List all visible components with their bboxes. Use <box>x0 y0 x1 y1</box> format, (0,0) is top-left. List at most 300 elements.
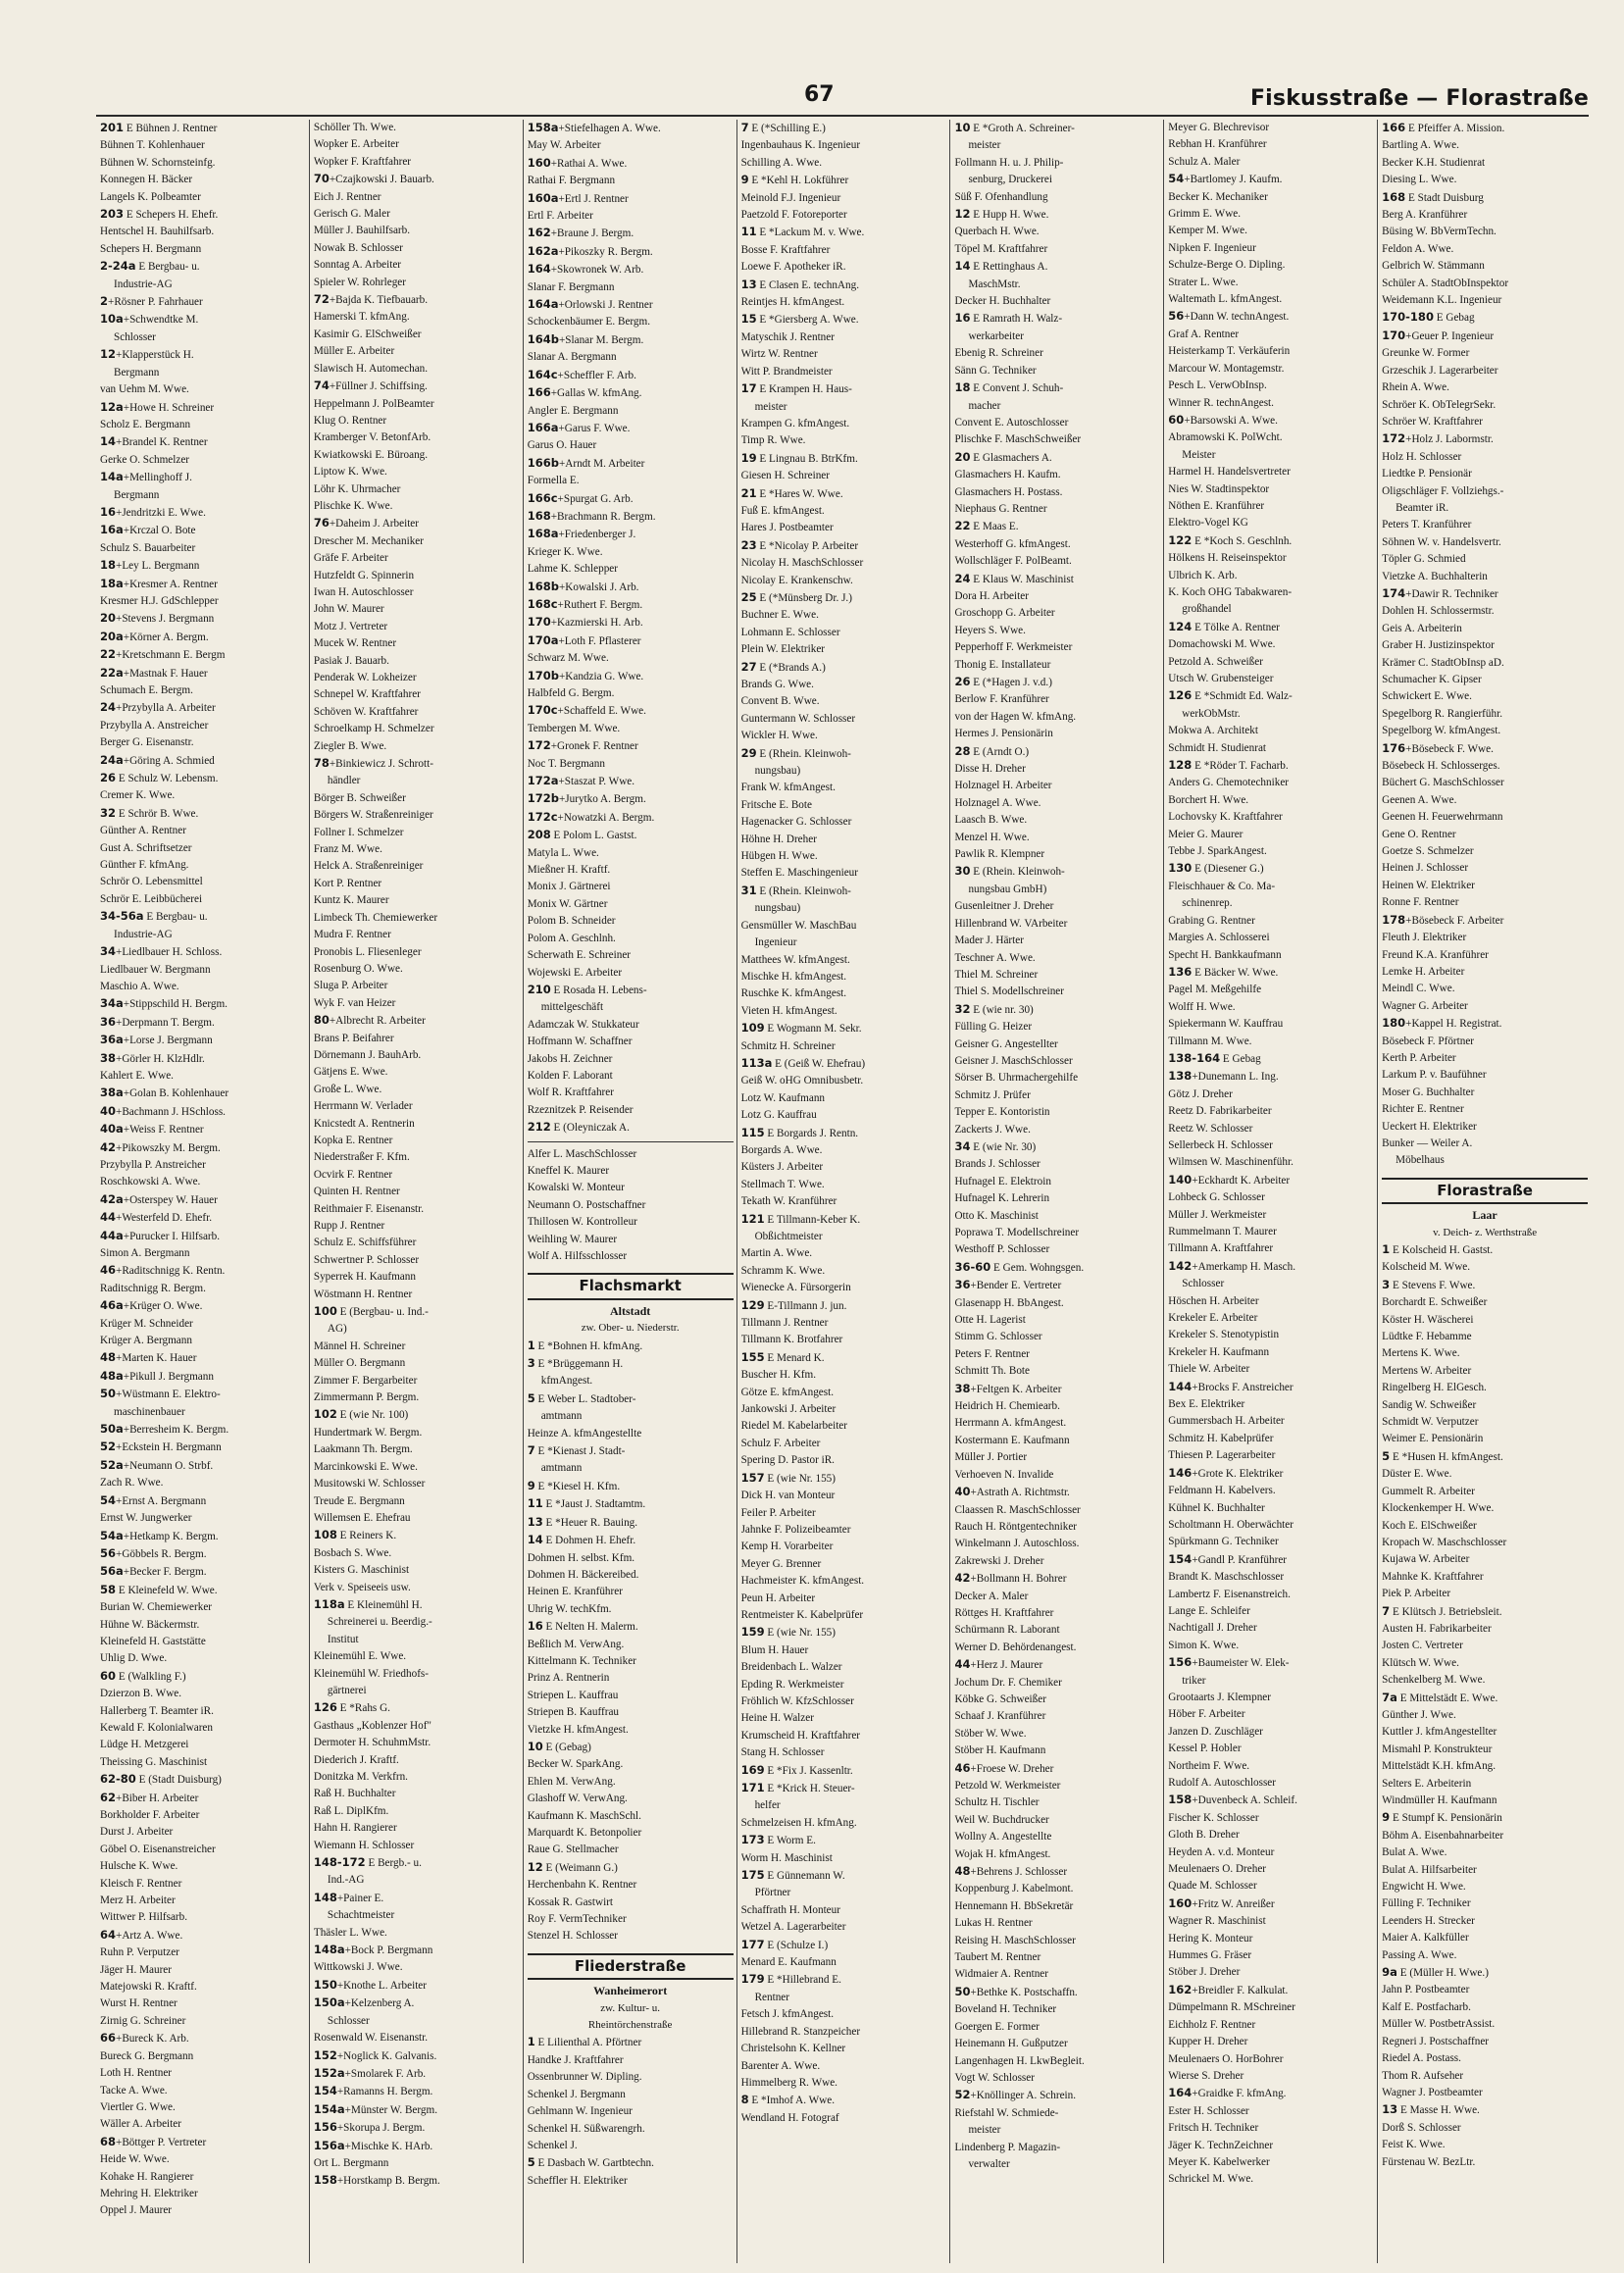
house-number: 17 <box>740 381 757 396</box>
entry-text: Moser G. Buchhalter <box>1382 1086 1475 1098</box>
entry-text: van Uehm M. Wwe. <box>100 383 189 396</box>
entry-text: händler <box>327 775 361 787</box>
directory-entry <box>314 841 520 858</box>
directory-entry <box>314 1441 520 1458</box>
entry-text: Limbeck Th. Chemiewerker <box>313 911 438 924</box>
house-number: 36 <box>954 1278 971 1292</box>
directory-entry <box>314 550 520 567</box>
entry-text: Alfer L. MaschSchlosser <box>527 1147 637 1160</box>
directory-entry <box>1382 345 1588 362</box>
entry-text: Piek P. Arbeiter <box>1382 1588 1451 1600</box>
directory-entry <box>954 1433 1160 1449</box>
entry-text: Heyers S. Wwe. <box>954 624 1026 636</box>
directory-entry <box>1168 687 1374 705</box>
entry-text: Plischke F. MaschSchweißer <box>954 433 1082 446</box>
directory-entry <box>1382 172 1588 188</box>
directory-entry <box>1382 758 1588 775</box>
directory-entry <box>1168 809 1374 826</box>
directory-entry <box>1382 534 1588 551</box>
directory-entry <box>954 1881 1160 1897</box>
directory-entry <box>954 501 1160 518</box>
entry-text: Herchenbahn K. Rentner <box>527 1879 637 1892</box>
directory-entry <box>100 1475 306 1491</box>
directory-entry <box>741 780 947 796</box>
directory-entry <box>1168 1706 1374 1723</box>
directory-entry <box>1168 1034 1374 1050</box>
entry-text: Quinten H. Rentner <box>313 1186 400 1198</box>
entry-text: Loewe F. Apotheker iR. <box>740 261 846 274</box>
directory-entry <box>954 518 1160 535</box>
entry-text: Gensmüller W. MaschBau <box>740 919 857 932</box>
entry-text: Laasch B. Wwe. <box>954 814 1028 827</box>
directory-entry <box>314 291 520 309</box>
directory-entry <box>1168 1276 1374 1292</box>
entry-text: Zimmer F. Bergarbeiter <box>313 1374 418 1387</box>
entry-text: +Füllner J. Schiffsing. <box>329 380 428 393</box>
entry-text: mittelgeschäft <box>540 1001 604 1014</box>
entry-text: Feiler P. Arbeiter <box>740 1506 816 1519</box>
house-number: 11 <box>527 1496 543 1511</box>
directory-entry <box>528 296 734 314</box>
house-number: 138 <box>1168 1069 1193 1084</box>
directory-entry <box>528 120 734 137</box>
entry-text: +Fritz W. Anreißer <box>1192 1897 1275 1910</box>
entry-text: Lüdtke F. Hebamme <box>1382 1331 1472 1343</box>
entry-text: Konnegen H. Bäcker <box>100 174 193 186</box>
directory-entry <box>528 403 734 420</box>
entry-text: +Rathai A. Wwe. <box>550 157 628 170</box>
directory-entry <box>1168 1673 1374 1690</box>
directory-entry <box>741 224 947 241</box>
entry-text: Schüler A. StadtObInspektor <box>1382 277 1509 289</box>
entry-text: Bosbach S. Wwe. <box>313 1546 392 1559</box>
directory-entry <box>100 1979 306 1995</box>
entry-text: Schlosser <box>114 330 156 343</box>
house-number: 152 <box>313 2047 337 2062</box>
entry-text: Lange E. Schleifer <box>1168 1604 1250 1617</box>
house-number: 38 <box>100 1050 117 1065</box>
entry-text: E (wie Nr. 155) <box>764 1627 836 1640</box>
directory-entry <box>741 573 947 589</box>
street-range-note: zw. Kultur- u. <box>600 2001 661 2014</box>
directory-entry <box>1382 189 1588 207</box>
directory-entry <box>954 1277 1160 1294</box>
house-number: 10a <box>100 312 124 327</box>
directory-entry <box>1168 1207 1374 1224</box>
directory-entry <box>100 805 306 823</box>
directory-entry <box>954 1259 1160 1277</box>
street-range-note: Rheintörchenstraße <box>587 2019 673 2032</box>
directory-entry <box>954 1536 1160 1552</box>
house-number: 156a <box>313 2138 345 2152</box>
entry-text: Thonig E. Installateur <box>954 658 1051 671</box>
entry-text: Pepperhoff F. Werkmeister <box>954 641 1073 654</box>
directory-entry <box>100 1191 306 1209</box>
house-number: 152a <box>313 2065 345 2080</box>
entry-text: amtmann <box>540 1462 583 1475</box>
directory-entry <box>314 275 520 291</box>
directory-entry <box>954 1312 1160 1329</box>
entry-text: E Bühnen J. Rentner <box>124 123 218 134</box>
house-number: 13 <box>740 277 757 291</box>
house-number: 10 <box>527 1739 543 1753</box>
entry-text: +Marten K. Hauer <box>116 1352 197 1365</box>
directory-entry <box>1382 1312 1588 1329</box>
entry-text: Herrmann A. kfmAngest. <box>954 1417 1067 1430</box>
entry-text: E *Husen H. kfmAngest. <box>1390 1450 1503 1463</box>
entry-text: Querbach H. Wwe. <box>954 226 1040 238</box>
entry-text: Günther F. kfmAng. <box>100 859 189 872</box>
directory-entry <box>1382 1776 1588 1793</box>
entry-text: Stöber J. Dreher <box>1168 1966 1241 1979</box>
house-number: 138-164 <box>1168 1050 1221 1065</box>
house-number: 166a <box>527 420 559 434</box>
directory-entry <box>954 277 1160 293</box>
entry-text: Vietzke H. kfmAngest. <box>527 1723 629 1736</box>
directory-entry <box>1382 912 1588 930</box>
directory-entry <box>100 2186 306 2202</box>
entry-text: Larkum P. v. Baufühner <box>1382 1069 1487 1082</box>
directory-entry <box>1168 1878 1374 1894</box>
directory-entry <box>314 1510 520 1527</box>
entry-text: Heinemann H. Gußputzer <box>954 2038 1068 2050</box>
directory-entry <box>528 1550 734 1567</box>
directory-entry <box>100 2099 306 2116</box>
directory-entry <box>741 1280 947 1296</box>
entry-text: Janzen D. Zuschläger <box>1168 1725 1263 1738</box>
directory-entry <box>954 467 1160 483</box>
directory-entry <box>741 883 947 900</box>
entry-text: Krekeler E. Arbeiter <box>1168 1312 1258 1325</box>
house-number: 78 <box>313 756 330 771</box>
entry-text: Striepen L. Kauffrau <box>527 1689 619 1701</box>
entry-text: Reintjes H. kfmAngest. <box>740 296 845 309</box>
entry-text: E *Jaust J. Stadtamtm. <box>542 1498 646 1511</box>
entry-text: Geisner G. Angestellter <box>954 1037 1058 1050</box>
directory-entry <box>314 171 520 188</box>
house-number: 7a <box>1382 1690 1397 1704</box>
entry-text: Verhoeven N. Invalide <box>954 1468 1054 1481</box>
entry-text: Kneffel K. Maurer <box>527 1164 610 1177</box>
entry-text: Breidenbach L. Walzer <box>740 1661 842 1674</box>
directory-entry <box>314 240 520 257</box>
entry-text: E Worm E. <box>764 1835 816 1847</box>
directory-entry <box>1382 981 1588 997</box>
house-number: 74 <box>313 379 330 393</box>
column-5 <box>950 120 1164 2263</box>
entry-text: E Lingnau B. BtrKfm. <box>756 452 858 465</box>
directory-entry <box>314 601 520 618</box>
directory-entry <box>1168 1982 1374 1999</box>
entry-text: Pawlik R. Klempner <box>954 848 1045 861</box>
entry-text: Westerhoff G. kfmAngest. <box>954 537 1071 550</box>
directory-entry <box>954 206 1160 224</box>
entry-text: Claassen R. MaschSchlosser <box>954 1503 1081 1516</box>
house-number: 22a <box>100 665 124 680</box>
entry-text: Klockenkemper H. Wwe. <box>1382 1502 1495 1515</box>
directory-entry <box>100 1209 306 1227</box>
directory-entry <box>1382 2154 1588 2171</box>
directory-entry <box>1382 224 1588 240</box>
entry-text: Göbel O. Eisenanstreicher <box>100 1843 216 1855</box>
entry-text: E *Groth A. Schreiner- <box>970 123 1075 134</box>
entry-text: Goergen E. Former <box>954 2020 1040 2033</box>
entry-text: Schulz F. Arbeiter <box>740 1437 821 1449</box>
entry-text: Bösebeck F. Pförtner <box>1382 1035 1475 1047</box>
entry-text: Tillmann A. Kraftfahrer <box>1168 1242 1274 1255</box>
entry-text: Durst J. Arbeiter <box>100 1826 174 1839</box>
entry-text: Stellmach T. Wwe. <box>740 1178 825 1190</box>
directory-entry <box>314 447 520 464</box>
entry-text: Regneri J. Postschaffner <box>1382 2035 1490 2047</box>
directory-entry <box>528 2121 734 2138</box>
entry-text: E Günnemann W. <box>764 1870 845 1883</box>
directory-entry <box>741 1954 947 1971</box>
house-number: 26 <box>100 771 117 785</box>
entry-text: Müller J. Werkmeister <box>1168 1208 1267 1221</box>
house-number: 52 <box>100 1440 117 1454</box>
house-number: 34a <box>100 996 124 1011</box>
entry-text: E *Heuer R. Bauing. <box>542 1516 638 1529</box>
entry-text: Gummelt R. Arbeiter <box>1382 1485 1475 1497</box>
entry-text: +Görler H. KlzHdlr. <box>116 1052 205 1065</box>
entry-text: Große L. Wwe. <box>313 1083 382 1095</box>
entry-text: Raß H. Buchhalter <box>313 1788 396 1800</box>
house-number: 140 <box>1168 1172 1193 1187</box>
entry-text: Gusenleitner J. Dreher <box>954 900 1054 913</box>
entry-text: Mittelstädt K.H. kfmAng. <box>1382 1760 1497 1773</box>
directory-entry <box>100 540 306 557</box>
entry-text: Convent B. Wwe. <box>740 695 820 708</box>
directory-entry <box>1382 1828 1588 1844</box>
directory-entry <box>1168 860 1374 878</box>
entry-text: Fuß E. kfmAngest. <box>740 504 825 517</box>
directory-entry <box>1168 240 1374 257</box>
entry-text: Nicolay E. Krankenschw. <box>740 574 853 586</box>
directory-entry <box>528 1426 734 1442</box>
directory-entry <box>1382 1050 1588 1067</box>
directory-entry <box>741 1693 947 1710</box>
directory-entry <box>100 2134 306 2151</box>
directory-entry <box>741 1349 947 1367</box>
entry-text: Matyschik J. Rentner <box>740 330 835 343</box>
house-number: 166 <box>527 385 551 400</box>
entry-text: Geiß W. oHG Omnibusbetr. <box>740 1075 864 1087</box>
entry-text: Liedtke P. Pensionär <box>1382 468 1472 480</box>
directory-entry <box>1382 1119 1588 1136</box>
entry-text: Bunker — Weiler A. <box>1382 1136 1473 1149</box>
directory-entry <box>1168 343 1374 360</box>
directory-entry <box>954 1415 1160 1432</box>
directory-entry <box>954 743 1160 761</box>
entry-text: E Gebag <box>1433 312 1475 325</box>
directory-entry <box>528 173 734 189</box>
directory-entry <box>100 1139 306 1157</box>
house-number: 19 <box>740 450 757 465</box>
entry-text: Oligschläger F. Vollziehgs.- <box>1382 484 1504 497</box>
directory-entry <box>528 1163 734 1180</box>
directory-entry <box>954 1363 1160 1380</box>
street-heading: Florastraße <box>1382 1178 1588 1204</box>
entry-text: Hares J. Postbeamter <box>740 522 834 534</box>
entry-text: Polom A. Geschlnh. <box>527 932 616 944</box>
directory-entry <box>1168 1224 1374 1240</box>
entry-text: Meyer G. Blechrevisor <box>1168 122 1270 133</box>
entry-text: Bosse F. Kraftfahrer <box>740 243 831 256</box>
directory-entry <box>741 1245 947 1262</box>
entry-text: Eichholz F. Rentner <box>1168 2018 1256 2031</box>
entry-text: E *Lackum M. v. Wwe. <box>756 227 865 239</box>
directory-entry <box>954 1104 1160 1121</box>
entry-text: E Klütsch J. Betriebsleit. <box>1390 1605 1502 1618</box>
directory-entry <box>314 396 520 413</box>
entry-text: Kopka E. Rentner <box>313 1134 393 1146</box>
entry-text: Simon A. Bergmann <box>100 1247 190 1259</box>
directory-entry <box>1382 878 1588 894</box>
entry-text: Kewald F. Kolonialwaren <box>100 1721 213 1734</box>
directory-entry <box>741 1780 947 1797</box>
entry-text: Ruhn P. Verputzer <box>100 1946 179 1959</box>
directory-entry <box>528 1637 734 1653</box>
directory-entry <box>314 619 520 635</box>
entry-text: Monix J. Gärtnerei <box>527 881 611 893</box>
house-number: 12a <box>100 399 124 414</box>
entry-text: Weimer E. Pensionärin <box>1382 1433 1484 1445</box>
directory-entry <box>528 965 734 982</box>
house-number: 76 <box>313 516 330 530</box>
directory-entry <box>528 384 734 402</box>
directory-entry <box>1168 723 1374 739</box>
entry-text: Männel H. Schreiner <box>313 1339 406 1352</box>
entry-text: Wyk F. van Heizer <box>313 996 396 1009</box>
directory-entry <box>954 553 1160 570</box>
entry-text: Krumscheid H. Kraftfahrer <box>740 1729 861 1742</box>
entry-text: Jahn P. Postbeamter <box>1382 1984 1470 1996</box>
house-number: 48a <box>100 1368 124 1383</box>
entry-text: Schwickert E. Wwe. <box>1382 690 1472 703</box>
directory-entry <box>314 773 520 789</box>
entry-text: Garus O. Hauer <box>527 439 597 452</box>
directory-entry <box>741 1073 947 1089</box>
entry-text: Schöller Th. Wwe. <box>313 122 396 133</box>
house-number: 12 <box>100 347 117 362</box>
directory-entry <box>100 137 306 154</box>
entry-text: Fritsch H. Techniker <box>1168 2122 1259 2135</box>
directory-entry <box>954 916 1160 933</box>
house-number: 124 <box>1168 619 1193 633</box>
directory-entry <box>741 555 947 572</box>
directory-entry <box>1168 1413 1374 1430</box>
entry-text: Zirnig G. Schreiner <box>100 2014 186 2027</box>
directory-entry <box>1168 895 1374 912</box>
entry-text: Mertens W. Arbeiter <box>1382 1364 1472 1377</box>
entry-text: E *Kehl H. Lokführer <box>748 175 849 187</box>
entry-text: Günther J. Wwe. <box>1382 1708 1456 1721</box>
entry-text: Sänn G. Techniker <box>954 364 1037 377</box>
entry-text: Weil W. Buchdrucker <box>954 1813 1049 1826</box>
directory-entry <box>100 787 306 804</box>
entry-text: E Glasmachers A. <box>970 451 1052 464</box>
directory-entry <box>100 2083 306 2099</box>
entry-text: Lemke H. Arbeiter <box>1382 965 1465 978</box>
directory-entry <box>954 189 1160 206</box>
directory-entry <box>954 1295 1160 1312</box>
directory-entry <box>954 2036 1160 2052</box>
directory-entry <box>1382 1724 1588 1741</box>
directory-entry <box>528 2138 734 2154</box>
entry-text: Kort P. Rentner <box>313 877 382 889</box>
house-number: 162 <box>1168 1982 1193 1996</box>
entry-text: Wierse S. Dreher <box>1168 2069 1244 2082</box>
directory-entry <box>1382 309 1588 327</box>
directory-entry <box>528 1688 734 1704</box>
entry-text: May W. Arbeiter <box>527 139 601 152</box>
directory-entry <box>741 1038 947 1055</box>
house-number: 158a <box>527 121 559 134</box>
entry-text: E Nelten H. Malerm. <box>542 1621 638 1634</box>
entry-text: Kramberger V. BetonfArb. <box>313 431 431 444</box>
house-number: 14 <box>527 1533 543 1547</box>
entry-text: Diederich J. Kraftf. <box>313 1753 399 1766</box>
entry-text: Schlosser <box>1182 1278 1225 1290</box>
directory-entry <box>1168 879 1374 895</box>
entry-text: Pasiak J. Bauarb. <box>313 654 389 667</box>
directory-entry <box>1382 998 1588 1015</box>
entry-text: Utsch W. Grubensteiger <box>1168 673 1274 684</box>
entry-text: Röttges H. Kraftfahrer <box>954 1606 1054 1619</box>
directory-entry <box>314 1959 520 1976</box>
directory-entry <box>1168 1447 1374 1464</box>
entry-text: Fritsche E. Bote <box>740 798 812 811</box>
directory-entry <box>528 809 734 827</box>
directory-entry <box>100 1995 306 2012</box>
entry-text: E *Bohnen H. kfmAng. <box>534 1339 643 1352</box>
directory-entry <box>741 1452 947 1469</box>
house-number: 212 <box>527 1120 551 1135</box>
directory-entry <box>314 2030 520 2046</box>
entry-text: E Menard K. <box>764 1351 825 1364</box>
house-number: 20 <box>100 611 117 626</box>
entry-text: +Bösebeck F. Arbeiter <box>1405 914 1504 927</box>
directory-entry <box>528 1248 734 1265</box>
entry-text: kfmAngest. <box>540 1375 593 1388</box>
entry-text: Thiel M. Schreiner <box>954 968 1039 981</box>
entry-text: Koch E. ElSchweißer <box>1382 1519 1477 1532</box>
entry-text: Riefstahl W. Schmiede- <box>954 2106 1059 2119</box>
house-number: 32 <box>954 1001 971 1016</box>
entry-text: Söhnen W. v. Handelsvertr. <box>1382 535 1501 548</box>
house-number: 115 <box>740 1125 765 1139</box>
house-number: 34 <box>954 1138 971 1153</box>
directory-entry <box>528 1119 734 1136</box>
directory-entry <box>314 961 520 978</box>
directory-entry <box>954 950 1160 967</box>
directory-entry <box>741 1591 947 1607</box>
entry-text: Franz M. Wwe. <box>313 843 382 856</box>
entry-text: Kleinemühl E. Wwe. <box>313 1650 407 1663</box>
entry-text: Sonntag A. Arbeiter <box>313 259 402 272</box>
district-name: Wanheimerort <box>593 1984 668 1998</box>
directory-entry <box>1168 1551 1374 1569</box>
house-number: 62-80 <box>100 1772 136 1787</box>
entry-text: Dzierzon B. Wwe. <box>100 1688 182 1700</box>
directory-entry <box>1382 860 1588 877</box>
directory-entry <box>314 223 520 239</box>
directory-entry <box>1382 1879 1588 1895</box>
entry-text: Wolf R. Kraftfahrer <box>527 1086 614 1099</box>
directory-entry <box>1382 1638 1588 1654</box>
directory-entry <box>954 1622 1160 1639</box>
